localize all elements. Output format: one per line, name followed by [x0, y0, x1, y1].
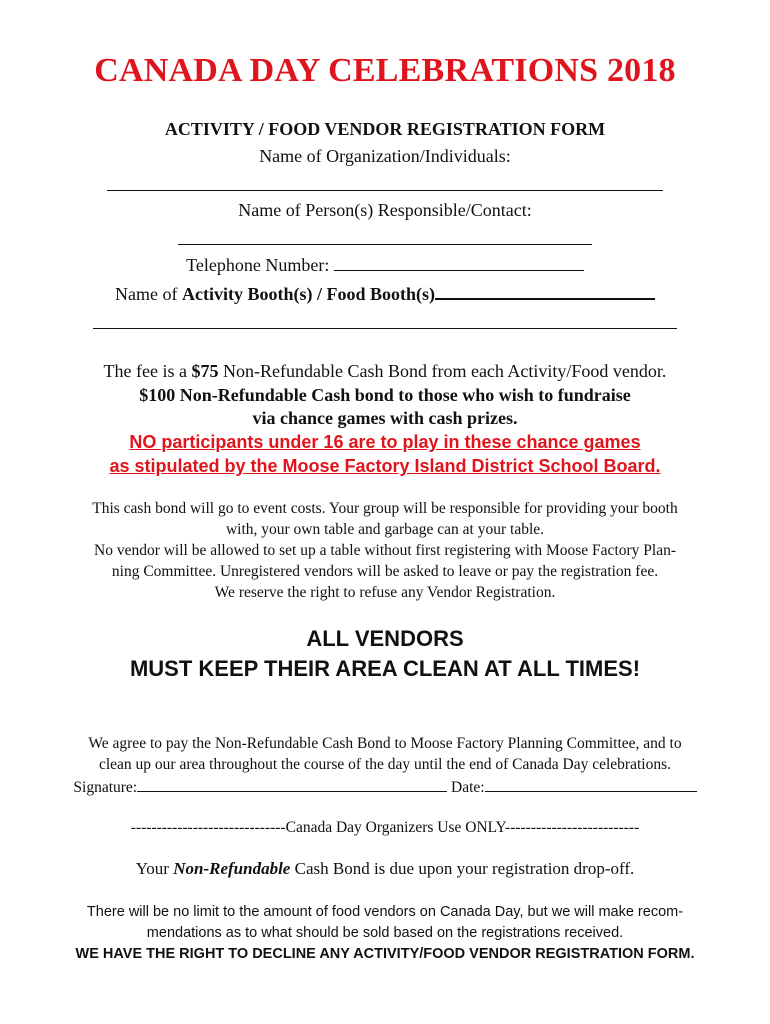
organizers-left-dashes: ------------------------------ [130, 819, 286, 836]
organization-input-line[interactable] [107, 176, 663, 191]
organization-field-row [0, 176, 770, 196]
agreement-line-1: We agree to pay the Non-Refundable Cash Bond to Moose Factory Planning Committee, and to [88, 735, 682, 752]
telephone-label: Telephone Number: [186, 255, 330, 275]
fee-suffix: Non-Refundable Cash Bond from each Activity/Food vendor. [218, 361, 667, 381]
age-warning-2: as stipulated by the Moose Factory Island District School Board. [109, 456, 661, 476]
booth-input-line[interactable] [435, 285, 655, 300]
fee-line-3: via chance games with cash prizes. [252, 408, 518, 428]
fee-line-2: $100 Non-Refundable Cash bond to those who wish to fundraise [139, 385, 631, 405]
footer-line-3: WE HAVE THE RIGHT TO DECLINE ANY ACTIVITY/FOOD VENDOR REGISTRATION FORM. [75, 946, 695, 962]
fee-line-1 [0, 361, 770, 382]
telephone-input-line[interactable] [334, 256, 584, 271]
agreement-line-2: clean up our area throughout the course of the day until the end of Canada Day celebrations. [98, 756, 671, 773]
signature-input-line[interactable] [137, 777, 447, 792]
booth-label-prefix: Name of [115, 284, 182, 304]
form-subtitle: ACTIVITY / FOOD VENDOR REGISTRATION FORM [164, 119, 606, 139]
due-notice [0, 859, 770, 879]
rules-line-1: This cash bond will go to event costs. Your group will be responsible for providing your booth [92, 500, 678, 517]
footer-line-2: mendations as to what should be sold based on the registrations received. [146, 925, 624, 941]
organizers-right-dashes: -------------------------- [505, 819, 640, 836]
fee-amount: $75 [191, 361, 219, 381]
rules-line-5: We reserve the right to refuse any Vendor Registration. [214, 584, 556, 601]
booth-field-row-2 [0, 314, 770, 334]
date-label: Date: [451, 779, 485, 796]
booth-input-line-2[interactable] [93, 314, 677, 329]
signature-label: Signature: [73, 779, 138, 796]
due-emphasis: Non-Refundable [173, 859, 291, 878]
organizers-label: Canada Day Organizers Use ONLY [285, 819, 506, 836]
notice-line-2: MUST KEEP THEIR AREA CLEAN AT ALL TIMES! [129, 656, 641, 681]
contact-label: Name of Person(s) Responsible/Contact: [238, 200, 532, 220]
rules-line-2: with, your own table and garbage can at your table. [225, 521, 545, 538]
rules-line-4: ning Committee. Unregistered vendors will be asked to leave or pay the registration fee. [111, 563, 659, 580]
age-warning-1: NO participants under 16 are to play in these chance games [129, 432, 641, 452]
fee-prefix: The fee is a [103, 361, 192, 381]
footer-line-1: There will be no limit to the amount of food vendors on Canada Day, but we will make recom- [86, 904, 684, 920]
booth-label-bold: Activity Booth(s) / Food Booth(s) [181, 284, 435, 304]
form-title: CANADA DAY CELEBRATIONS 2018 [94, 52, 676, 89]
rules-line-3: No vendor will be allowed to set up a table without first registering with Moose Factory Plan- [94, 542, 676, 559]
notice-line-1: ALL VENDORS [306, 626, 464, 651]
telephone-row [0, 255, 770, 276]
signature-row [0, 777, 770, 797]
booth-row [0, 284, 770, 305]
due-suffix: Cash Bond is due upon your registration drop-off. [290, 859, 635, 878]
due-prefix: Your [135, 859, 174, 878]
organizers-divider [0, 819, 770, 837]
organization-label: Name of Organization/Individuals: [259, 146, 511, 166]
date-input-line[interactable] [485, 777, 697, 792]
contact-input-line[interactable] [178, 230, 592, 245]
contact-field-row [0, 230, 770, 250]
